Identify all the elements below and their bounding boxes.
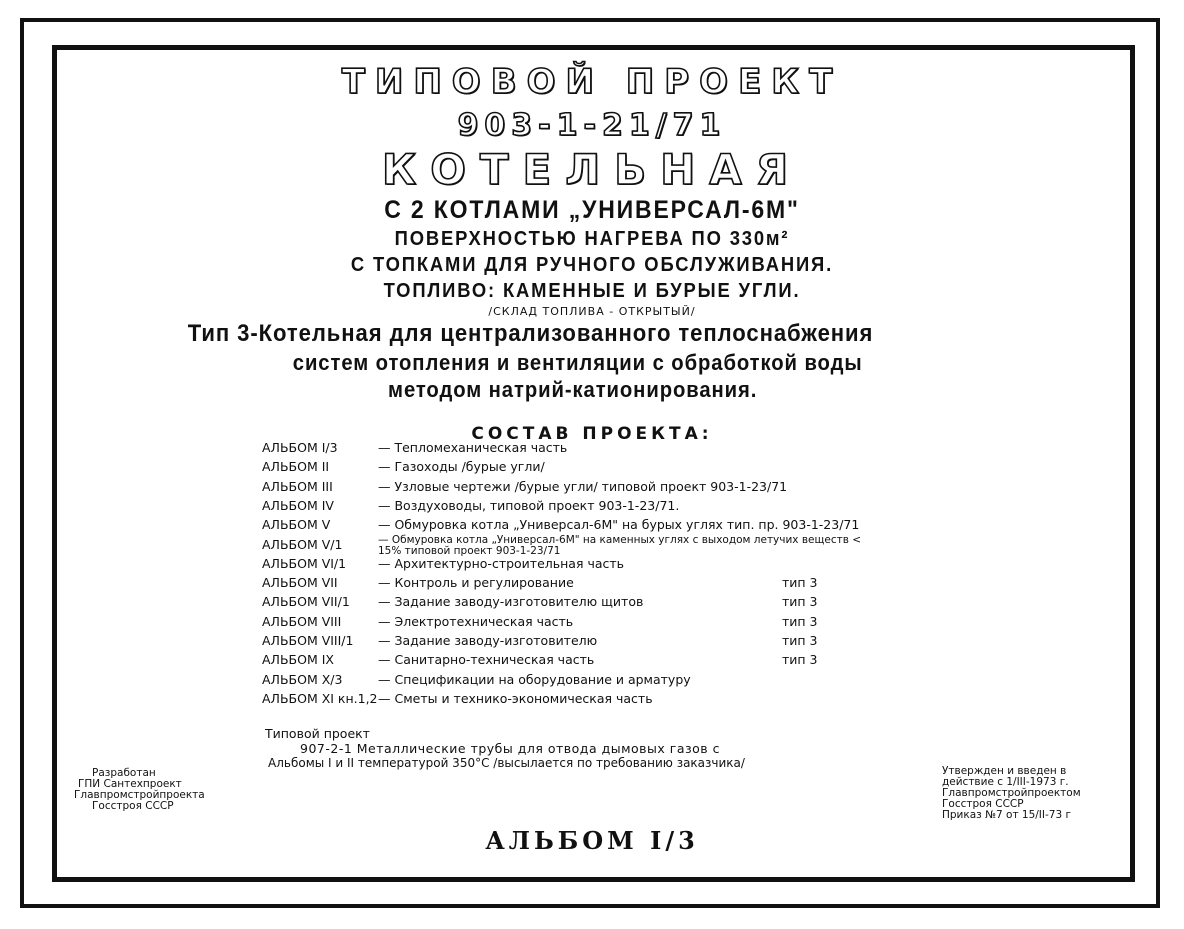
album-description: — Обмуровка котла „Универсал-6М" на каменных углях с выходом летучих веществ < 15% типовой проект 903-1-23/71: [378, 533, 862, 557]
album-description: — Задание заводу-изготовителю: [378, 633, 598, 648]
type-description-line3: методом натрий-катионирования.: [388, 377, 758, 402]
album-number: АЛЬБОМ VII: [262, 575, 338, 591]
approval-line3: Главпромстройпроектом: [942, 787, 1081, 799]
title-boiler-house: КОТЕЛЬНАЯ: [381, 145, 803, 194]
approval-line2: действие с 1/III-1973 г.: [942, 776, 1069, 788]
developer-line4: Госстроя СССР: [92, 800, 174, 812]
album-description: — Электротехническая часть: [378, 613, 574, 629]
album-description: — Воздуховоды, типовой проект 903-1-23/71.: [378, 497, 680, 513]
pipes-note-line3: Альбомы I и II температурой 350°С /высылается по требованию заказчика/: [268, 756, 745, 770]
album-description: — Задание заводу-изготовителю щитов: [378, 594, 644, 610]
approval-line4: Госстроя СССР: [942, 798, 1024, 810]
album-description: — Спецификации на оборудование и арматуру: [378, 671, 691, 687]
type-description-line1: Тип 3-Котельная для централизованного теплоснабжения: [187, 320, 874, 347]
album-number: АЛЬБОМ IV: [262, 497, 334, 513]
album-type: тип 3: [782, 633, 818, 648]
album-number: АЛЬБОМ XI кн.1,2: [262, 690, 378, 706]
album-description: — Сметы и технико-экономическая часть: [378, 690, 653, 706]
album-number: АЛЬБОМ V/1: [262, 536, 343, 552]
subtitle-fuel-storage: /СКЛАД ТОПЛИВА - ОТКРЫТЫЙ/: [488, 305, 696, 318]
developer-line2: ГПИ Сантехпроект: [78, 778, 182, 790]
album-description: — Контроль и регулирование: [378, 575, 574, 591]
album-number: АЛЬБОМ III: [262, 478, 333, 494]
subtitle-furnaces: С ТОПКАМИ ДЛЯ РУЧНОГО ОБСЛУЖИВАНИЯ.: [350, 254, 834, 276]
album-number: АЛЬБОМ VIII/1: [262, 633, 354, 648]
album-number: АЛЬБОМ VIII: [262, 613, 342, 629]
album-number: АЛЬБОМ VII/1: [262, 594, 350, 610]
approval-line1: Утвержден и введен в: [942, 765, 1067, 777]
type-description-line2: систем отопления и вентиляции с обработкой воды: [292, 350, 863, 375]
album-number: АЛЬБОМ II: [262, 459, 330, 475]
developer-line1: Разработан: [92, 767, 156, 779]
album-number: АЛЬБОМ V: [262, 517, 331, 533]
album-description: — Тепломеханическая часть: [378, 440, 568, 455]
subtitle-heating-surface: ПОВЕРХНОСТЬЮ НАГРЕВА ПО 330м²: [394, 228, 790, 250]
album-description: — Обмуровка котла „Универсал-6М" на бурых углях тип. пр. 903-1-23/71: [378, 517, 860, 533]
composition-heading: СОСТАВ ПРОЕКТА:: [471, 424, 713, 444]
title-typical-project: ТИПОВОЙ ПРОЕКТ: [341, 62, 843, 102]
developer-line3: Главпромстройпроекта: [74, 789, 205, 801]
album-description: — Архитектурно-строительная часть: [378, 555, 625, 571]
project-number: 903-1-21/71: [457, 108, 727, 143]
approval-line5: Приказ №7 от 15/II-73 г: [942, 809, 1071, 821]
album-description: — Газоходы /бурые угли/: [378, 459, 545, 475]
subtitle-fuel: ТОПЛИВО: КАМЕННЫЕ И БУРЫЕ УГЛИ.: [383, 280, 801, 302]
album-number: АЛЬБОМ VI/1: [262, 555, 347, 571]
footer-album-label: АЛЬБОМ I/3: [485, 826, 699, 855]
pipes-note-line1: Типовой проект: [265, 726, 370, 741]
album-description: — Санитарно-техническая часть: [378, 652, 595, 668]
album-description: — Узловые чертежи /бурые угли/ типовой проект 903-1-23/71: [378, 478, 788, 494]
album-type: тип 3: [782, 613, 818, 629]
album-number: АЛЬБОМ IX: [262, 652, 334, 668]
album-type: тип 3: [782, 594, 818, 610]
album-number: АЛЬБОМ X/3: [262, 671, 343, 687]
album-number: АЛЬБОМ I/3: [262, 440, 338, 455]
pipes-note-line2: 907-2-1 Металлические трубы для отвода дымовых газов с: [300, 741, 721, 756]
subtitle-boilers: С 2 КОТЛАМИ „УНИВЕРСАЛ-6М": [384, 196, 800, 224]
album-type: тип 3: [782, 575, 818, 591]
album-type: тип 3: [782, 652, 818, 668]
